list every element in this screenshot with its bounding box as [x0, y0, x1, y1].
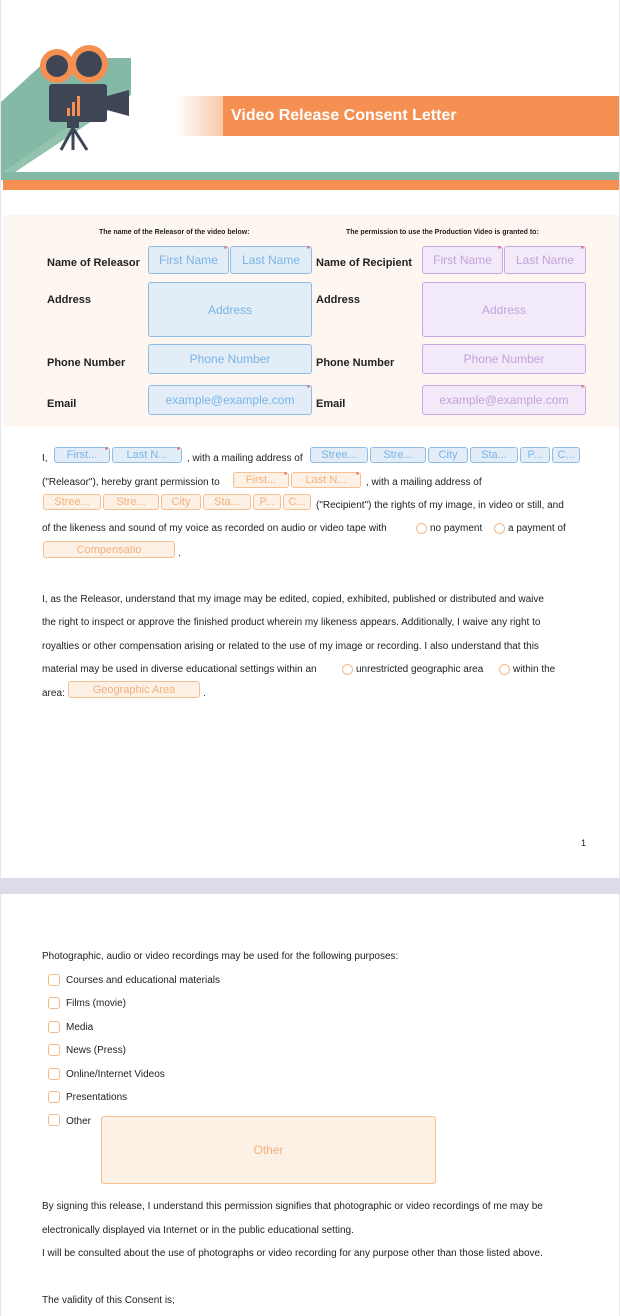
releasor-last-name-placeholder: Last Name [241, 253, 301, 267]
inline-releasor-postal[interactable] [520, 447, 550, 463]
releasor-phone-placeholder: Phone Number [189, 352, 271, 366]
purpose-checkbox-courses[interactable] [48, 974, 60, 986]
recipient-email-input[interactable] [422, 385, 586, 415]
purpose-checkbox-media[interactable] [48, 1021, 60, 1033]
recipient-phone-label: Phone Number [316, 357, 395, 369]
releasor-address-input[interactable] [148, 282, 312, 337]
payment-radio[interactable] [494, 523, 505, 534]
inline-releasor-last-name-placeholder: Last N... [126, 449, 168, 461]
para1-period: . [178, 548, 181, 559]
purpose-label-films: Films (movie) [66, 998, 126, 1009]
within-area-label: within the [513, 664, 556, 675]
para2-period: . [203, 688, 206, 699]
para2-line2: the right to inspect or approve the finished product wherein my likeness appears. Additionally, I waive any right to [42, 617, 541, 628]
geographic-area-input[interactable] [68, 681, 200, 698]
inline-recipient-state-placeholder: Sta... [214, 496, 240, 508]
video-camera-icon [37, 44, 133, 152]
para1-text-mailing2: , with a mailing address of [366, 477, 482, 488]
within-area-radio[interactable] [499, 664, 510, 675]
inline-releasor-first-name[interactable] [54, 447, 110, 463]
closing-line2: electronically displayed via Internet or in the public educational setting. [42, 1225, 354, 1236]
releasor-name-label: Name of Releasor [47, 257, 140, 269]
inline-releasor-street2[interactable] [370, 447, 426, 463]
purpose-checkbox-other[interactable] [48, 1114, 60, 1126]
no-payment-radio[interactable] [416, 523, 427, 534]
page-title: Video Release Consent Letter [223, 96, 619, 136]
inline-recipient-postal[interactable] [253, 494, 281, 510]
required-marker: * [306, 384, 310, 393]
releasor-phone-input[interactable] [148, 344, 312, 374]
releasor-last-name-input[interactable] [230, 246, 312, 274]
releasor-first-name-placeholder: First Name [159, 253, 218, 267]
purposes-intro: Photographic, audio or video recordings may be used for the following purposes: [42, 951, 399, 962]
required-marker: * [497, 245, 501, 254]
recipient-address-placeholder: Address [481, 302, 527, 317]
para1-text-mailing: , with a mailing address of [187, 453, 303, 464]
required-marker: * [355, 471, 359, 480]
header-stripe-green [3, 172, 619, 180]
inline-recipient-country-placeholder: C... [288, 496, 306, 508]
purpose-checkbox-online[interactable] [48, 1068, 60, 1080]
releasor-address-label: Address [47, 294, 92, 306]
required-marker: * [104, 446, 108, 455]
para2-line3: royalties or other compensation arising or related to the use of my image or recording. I also understand that this [42, 641, 539, 652]
inline-recipient-first-name-placeholder: First... [245, 474, 277, 486]
header-stripe-orange [3, 180, 619, 190]
compensation-placeholder: Compensatio [76, 543, 142, 556]
inline-recipient-last-name[interactable] [291, 472, 361, 488]
inline-recipient-city-placeholder: City [171, 496, 191, 508]
para2-line1: I, as the Releasor, understand that my image may be edited, copied, exhibited, published or distributed and waive [42, 594, 544, 605]
inline-recipient-street1[interactable] [43, 494, 101, 510]
inline-releasor-city-placeholder: City [438, 449, 458, 461]
other-purpose-textarea[interactable] [101, 1116, 436, 1184]
inline-releasor-street1[interactable] [310, 447, 368, 463]
inline-recipient-street1-placeholder: Stree... [54, 496, 90, 508]
para1-text-recipient: ("Recipient") the rights of my image, in video or still, and [316, 500, 564, 511]
inline-recipient-city[interactable] [161, 494, 201, 510]
releasor-address-placeholder: Address [207, 302, 253, 317]
required-marker: * [306, 245, 310, 254]
inline-recipient-last-name-placeholder: Last N... [305, 474, 347, 486]
purpose-label-presentations: Presentations [66, 1092, 128, 1103]
inline-releasor-street1-placeholder: Stree... [321, 449, 357, 461]
purpose-checkbox-presentations[interactable] [48, 1091, 60, 1103]
recipient-address-label: Address [316, 294, 361, 306]
recipient-address-input[interactable] [422, 282, 586, 337]
page-number: 1 [581, 838, 587, 848]
para1-text-releasor: ("Releasor"), hereby grant permission to [42, 477, 220, 488]
geographic-area-placeholder: Geographic Area [92, 683, 176, 696]
unrestricted-area-label: unrestricted geographic area [356, 664, 484, 675]
recipient-first-name-input[interactable] [422, 246, 503, 274]
recipient-heading: The permission to use the Production Video is granted to: [346, 229, 539, 236]
inline-recipient-first-name[interactable] [233, 472, 289, 488]
title-bar-fade [176, 96, 223, 136]
inline-releasor-last-name[interactable] [112, 447, 182, 463]
no-payment-label: no payment [430, 523, 483, 534]
required-marker: * [223, 245, 227, 254]
inline-recipient-postal-placeholder: P... [259, 496, 275, 508]
para2-area-label: area: [42, 688, 65, 699]
purpose-checkbox-films[interactable] [48, 997, 60, 1009]
payment-label: a payment of [508, 523, 566, 534]
purpose-label-online: Online/Internet Videos [66, 1069, 165, 1080]
inline-releasor-first-name-placeholder: First... [66, 449, 98, 461]
recipient-phone-input[interactable] [422, 344, 586, 374]
inline-recipient-street2[interactable] [103, 494, 159, 510]
inline-releasor-state[interactable] [470, 447, 518, 463]
para1-text-i: I, [42, 453, 48, 464]
inline-recipient-street2-placeholder: Stre... [116, 496, 146, 508]
recipient-phone-placeholder: Phone Number [463, 352, 545, 366]
page-2 [0, 894, 620, 1316]
required-marker: * [580, 384, 584, 393]
recipient-last-name-placeholder: Last Name [515, 253, 575, 267]
inline-releasor-street2-placeholder: Stre... [383, 449, 413, 461]
inline-recipient-country[interactable] [283, 494, 311, 510]
other-purpose-placeholder: Other [253, 1143, 284, 1157]
releasor-email-placeholder: example@example.com [165, 393, 295, 407]
unrestricted-area-radio[interactable] [342, 664, 353, 675]
inline-recipient-state[interactable] [203, 494, 251, 510]
purpose-label-media: Media [66, 1022, 94, 1033]
releasor-email-label: Email [47, 398, 77, 410]
inline-releasor-postal-placeholder: P... [527, 449, 543, 461]
recipient-last-name-input[interactable] [504, 246, 586, 274]
releasor-heading: The name of the Releasor of the video below: [99, 229, 250, 236]
inline-releasor-state-placeholder: Sta... [481, 449, 507, 461]
required-marker: * [580, 245, 584, 254]
para2-line4: material may be used in diverse educational settings within an [42, 664, 317, 675]
compensation-input[interactable] [43, 541, 175, 558]
releasor-first-name-input[interactable] [148, 246, 229, 274]
recipient-email-label: Email [316, 398, 346, 410]
closing-line3: I will be consulted about the use of photographs or video recording for any purpose other than those listed above. [42, 1248, 543, 1259]
validity-text: The validity of this Consent is; [42, 1295, 175, 1306]
para1-text-likeness: of the likeness and sound of my voice as recorded on audio or video tape with [42, 523, 387, 534]
required-marker: * [283, 471, 287, 480]
recipient-first-name-placeholder: First Name [433, 253, 492, 267]
releasor-phone-label: Phone Number [47, 357, 126, 369]
recipient-email-placeholder: example@example.com [439, 393, 569, 407]
purpose-label-courses: Courses and educational materials [66, 975, 220, 986]
closing-line1: By signing this release, I understand this permission signifies that photographic or video recordings of me may be [42, 1201, 543, 1212]
inline-releasor-city[interactable] [428, 447, 468, 463]
releasor-email-input[interactable] [148, 385, 312, 415]
recipient-name-label: Name of Recipient [316, 257, 412, 269]
inline-releasor-country[interactable] [552, 447, 580, 463]
purpose-checkbox-news[interactable] [48, 1044, 60, 1056]
required-marker: * [176, 446, 180, 455]
page-separator [0, 878, 620, 894]
purpose-label-news: News (Press) [66, 1045, 127, 1056]
inline-releasor-country-placeholder: C... [557, 449, 575, 461]
purpose-label-other: Other [66, 1116, 92, 1127]
